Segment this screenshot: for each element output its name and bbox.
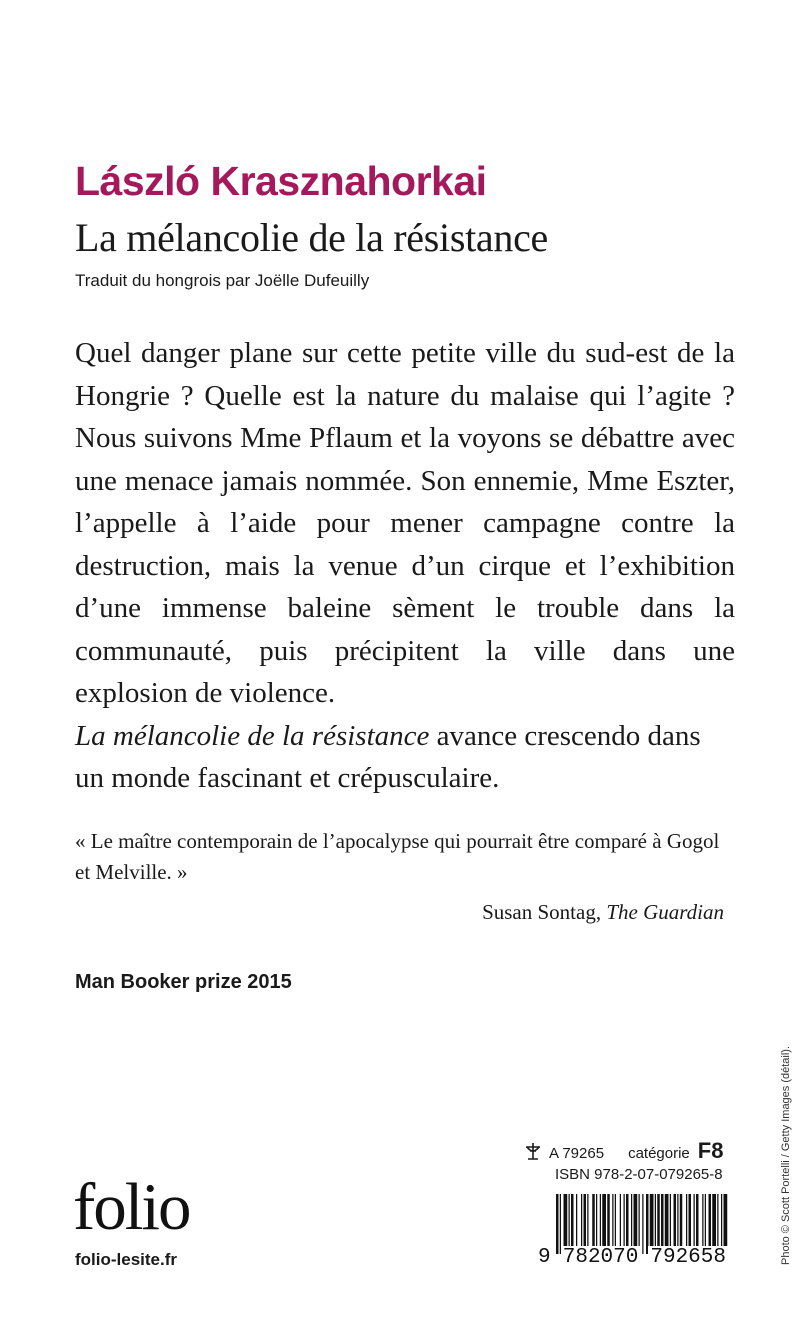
gallimard-icon xyxy=(523,1141,543,1161)
photo-credit: Photo © Scott Portelli / Getty Images (détail). xyxy=(780,1045,792,1265)
barcode-bar xyxy=(724,1194,728,1254)
barcode-digits-right: 792658 xyxy=(650,1246,726,1269)
barcode-bar xyxy=(680,1194,683,1254)
book-title: La mélancolie de la résistance xyxy=(75,215,548,260)
barcode-bar xyxy=(689,1194,692,1254)
book-summary xyxy=(75,332,735,800)
barcode xyxy=(538,1194,728,1274)
barcode-digits-left: 782070 xyxy=(562,1246,639,1269)
prize-mention: Man Booker prize 2015 xyxy=(75,971,292,993)
catalog-code-row xyxy=(523,1138,723,1164)
barcode-bar xyxy=(639,1194,640,1254)
barcode-bar xyxy=(631,1194,632,1254)
barcode-bar xyxy=(576,1194,577,1254)
barcode-bar xyxy=(717,1194,718,1254)
barcode-bar xyxy=(650,1194,654,1254)
quote-source-author: Susan Sontag, xyxy=(482,900,607,924)
barcode-bar xyxy=(702,1194,703,1254)
barcode-bar xyxy=(655,1194,656,1254)
barcode-bar xyxy=(677,1194,678,1254)
catalog-code: A 79265 xyxy=(549,1145,605,1162)
summary-paragraph-2-text: avance crescendo dans un monde fascinant et crépusculaire. xyxy=(75,719,701,794)
summary-paragraph-1: Quel danger plane sur cette petite ville du sud-est de la Hongrie ? Quelle est la nature du malaise qui l’agite ? Nous suivons Mme Pflaum et la voyons se débattre avec une menace jamais nommée. Son ennemie, Mme Eszter, l’appelle à l’aide pour mener campagne contre la destruction, mais la venue d’un cirque et l’exhibition d’une immense baleine sèment le trouble dans la communauté, puis précipitent la ville dans une explosion de violence. xyxy=(75,337,735,709)
barcode-bar xyxy=(596,1194,597,1254)
barcode-bar xyxy=(600,1194,601,1254)
barcode-bar xyxy=(607,1194,610,1254)
barcode-bar xyxy=(587,1194,588,1254)
barcode-bar xyxy=(615,1194,616,1254)
barcode-bar xyxy=(571,1194,574,1254)
author-name: László Krasznahorkai xyxy=(75,158,487,204)
barcode-bar xyxy=(612,1194,613,1254)
barcode-bar xyxy=(721,1194,722,1254)
category-code: F8 xyxy=(697,1138,724,1163)
category-label: catégorie xyxy=(628,1145,690,1162)
barcode-bar xyxy=(569,1194,570,1254)
barcode-bar xyxy=(646,1194,649,1254)
quote-source-publication: The Guardian xyxy=(606,900,724,924)
barcode-bar xyxy=(624,1194,625,1254)
barcode-bar xyxy=(592,1194,595,1254)
barcode-bars xyxy=(538,1194,728,1254)
barcode-bar xyxy=(661,1194,664,1254)
barcode-bar xyxy=(696,1194,699,1254)
barcode-bar xyxy=(564,1194,568,1254)
barcode-bar xyxy=(584,1194,587,1254)
barcode-bar xyxy=(581,1194,582,1254)
translator-credit: Traduit du hongrois par Joëlle Dufeuilly xyxy=(75,271,370,290)
barcode-bar xyxy=(694,1194,695,1254)
barcode-bar xyxy=(556,1194,559,1254)
barcode-bar xyxy=(674,1194,677,1254)
barcode-digits xyxy=(538,1246,728,1269)
barcode-bar xyxy=(705,1194,706,1254)
barcode-bar xyxy=(712,1194,716,1254)
summary-paragraph-2 xyxy=(75,715,735,800)
publisher-website: folio-lesite.fr xyxy=(75,1250,178,1269)
press-quote: « Le maître contemporain de l’apocalypse qui pourrait être comparé à Gogol et Melville. » xyxy=(75,829,720,884)
barcode-bar xyxy=(634,1194,638,1254)
barcode-bar xyxy=(560,1194,561,1254)
barcode-bar xyxy=(686,1194,687,1254)
barcode-bar xyxy=(657,1194,660,1254)
barcode-first-digit: 9 xyxy=(538,1246,555,1269)
summary-italic-title: La mélancolie de la résistance xyxy=(75,719,430,752)
barcode-bar xyxy=(709,1194,712,1254)
isbn: ISBN 978-2-07-079265-8 xyxy=(555,1166,723,1183)
barcode-bar xyxy=(665,1194,669,1254)
barcode-bar xyxy=(642,1194,643,1254)
barcode-bar xyxy=(670,1194,671,1254)
folio-logo: folio xyxy=(73,1170,190,1244)
barcode-bar xyxy=(620,1194,621,1254)
barcode-bar xyxy=(626,1194,629,1254)
quote-source xyxy=(482,900,724,925)
barcode-bar xyxy=(602,1194,606,1254)
